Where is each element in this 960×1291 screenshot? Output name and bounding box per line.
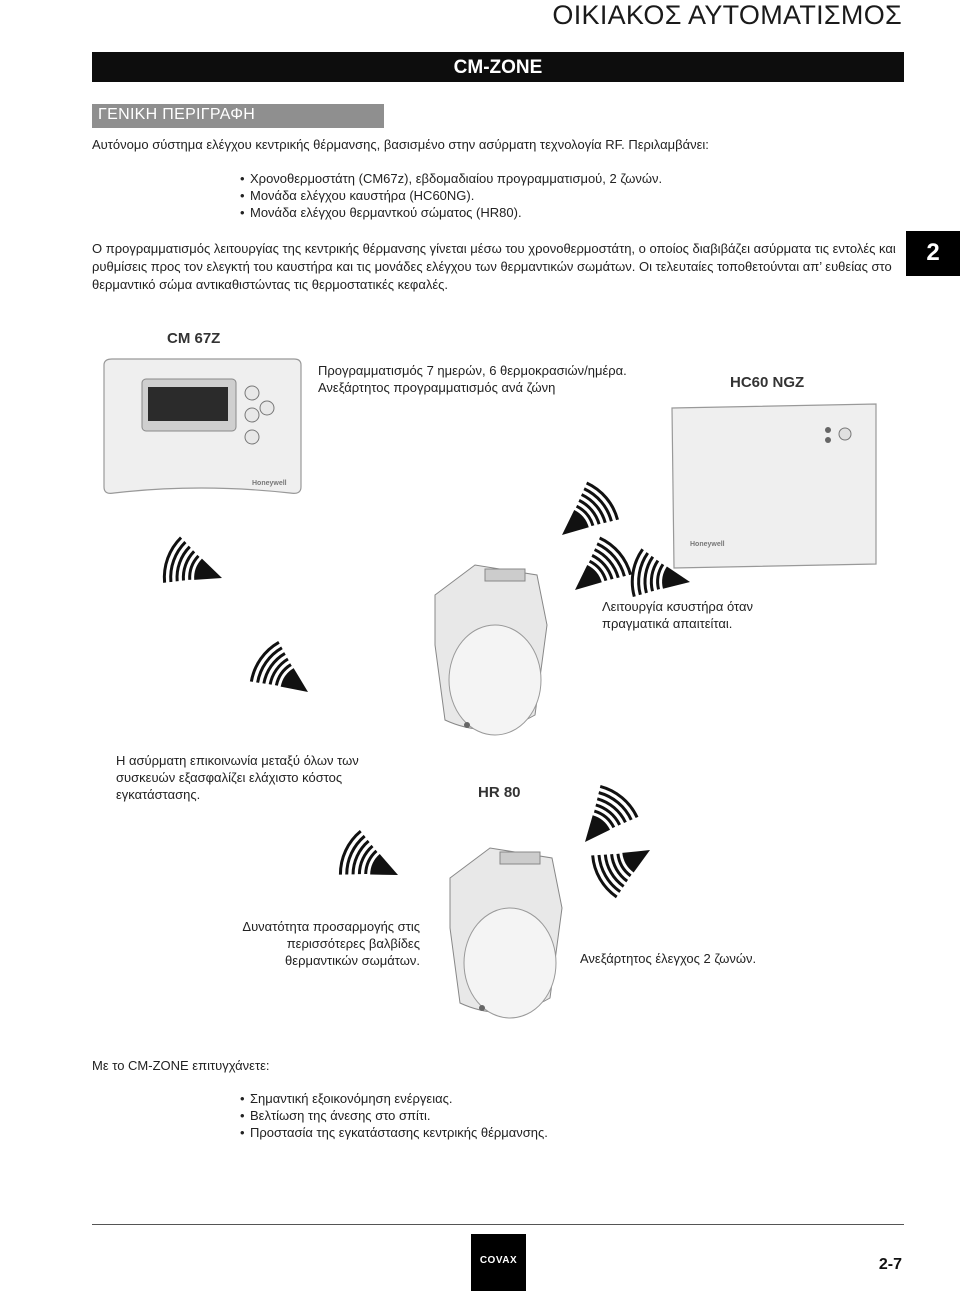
signal-icon bbox=[575, 536, 634, 595]
footer-divider bbox=[92, 1224, 904, 1225]
benefits-intro: Με το CM-ZONE επιτυγχάνετε: bbox=[92, 1058, 270, 1073]
signal-icon bbox=[150, 529, 222, 601]
hc60ngz-caption: Λειτουργία κσυστήρα όταν πραγματικά απαιτείται. bbox=[602, 599, 753, 631]
cm67z-label: CM 67Z bbox=[167, 330, 221, 347]
logo-text: COVAX bbox=[479, 1255, 518, 1266]
chapter-number: 2 bbox=[926, 239, 940, 266]
controller-brand: Honeywell bbox=[690, 541, 725, 548]
description-paragraph: Ο προγραμματισμός λειτουργίας της κεντρικής θέρμανσης γίνεται μέσω του χρονοθερμοστάτη, ο οποίος διαβιβάζει ασύρματα τις εντολές και ρυθμίσεις προς τον ελεγκτή του καυστήρα και τις μονάδες ελέγχου των θερμαντικών σωμάτων. Οι τελευταίες τοποθετούνται απ’ ευθείας στο θερμαντικό σώμα αντικαθιστώντας τις θερμοστατικές κεφαλές. bbox=[92, 241, 896, 292]
page-number: 2-7 bbox=[878, 1256, 902, 1273]
valve-caption: Δυνατότητα προσαρμογής στις περισσότερες βαλβίδες θερμαντικών σωμάτων. bbox=[242, 919, 420, 968]
list-item: • Σημαντική εξοικονόμηση ενέργειας. bbox=[240, 1090, 840, 1107]
signal-icon bbox=[580, 783, 639, 842]
signal-icon bbox=[245, 639, 308, 702]
thermostat-brand: Honeywell bbox=[252, 480, 287, 487]
radiator-valve-image bbox=[415, 555, 565, 745]
document-header-title: ΟΙΚΙΑΚΟΣ ΑΥΤΟΜΑΤΙΣΜΟΣ bbox=[552, 0, 902, 30]
list-item: • Μονάδα ελέγχου καυστήρα (HC60NG). bbox=[240, 187, 840, 204]
signal-icon bbox=[584, 836, 650, 902]
benefits-list bbox=[240, 1090, 840, 1141]
wireless-caption: Η ασύρματη επικοινωνία μεταξύ όλων των συσκευών εξασφαλίζει ελάχιστο κόστος εγκατάστασης. bbox=[116, 753, 359, 802]
hr80-label: HR 80 bbox=[478, 784, 521, 801]
list-item: • Μονάδα ελέγχου θερμαντκού σώματος (HR80). bbox=[240, 204, 840, 221]
hc60ngz-label: HC60 NGZ bbox=[730, 374, 805, 391]
cm67z-caption-line1: Προγραμματισμός 7 ημερών, 6 θερμοκρασιών/ημέρα. bbox=[318, 363, 627, 378]
signal-icon bbox=[329, 824, 398, 893]
model-title: CM-ZONE bbox=[453, 57, 543, 78]
list-item: • Χρονοθερμοστάτη (CM67z), εβδομαδιαίου προγραμματισμού, 2 ζωνών. bbox=[240, 170, 840, 187]
cm67z-caption-line2: Ανεξάρτητος προγραμματισμός ανά ζώνη bbox=[318, 380, 556, 395]
section-heading-text: ΓΕΝΙΚΗ ΠΕΡΙΓΡΑΦΗ bbox=[98, 106, 256, 123]
list-item: • Προστασία της εγκατάστασης κεντρικής θέρμανσης. bbox=[240, 1124, 840, 1141]
radiator-valve-image bbox=[430, 838, 580, 1028]
list-item: • Βελτίωση της άνεσης στο σπίτι. bbox=[240, 1107, 840, 1124]
signal-icon bbox=[562, 481, 621, 540]
intro-paragraph: Αυτόνομο σύστημα ελέγχου κεντρικής θέρμανσης, βασισμένο στην ασύρματη τεχνολογία RF. Περιλαμβάνει: bbox=[92, 137, 709, 152]
covax-logo bbox=[471, 1234, 526, 1291]
zone-caption: Ανεξάρτητος έλεγχος 2 ζωνών. bbox=[580, 951, 757, 966]
